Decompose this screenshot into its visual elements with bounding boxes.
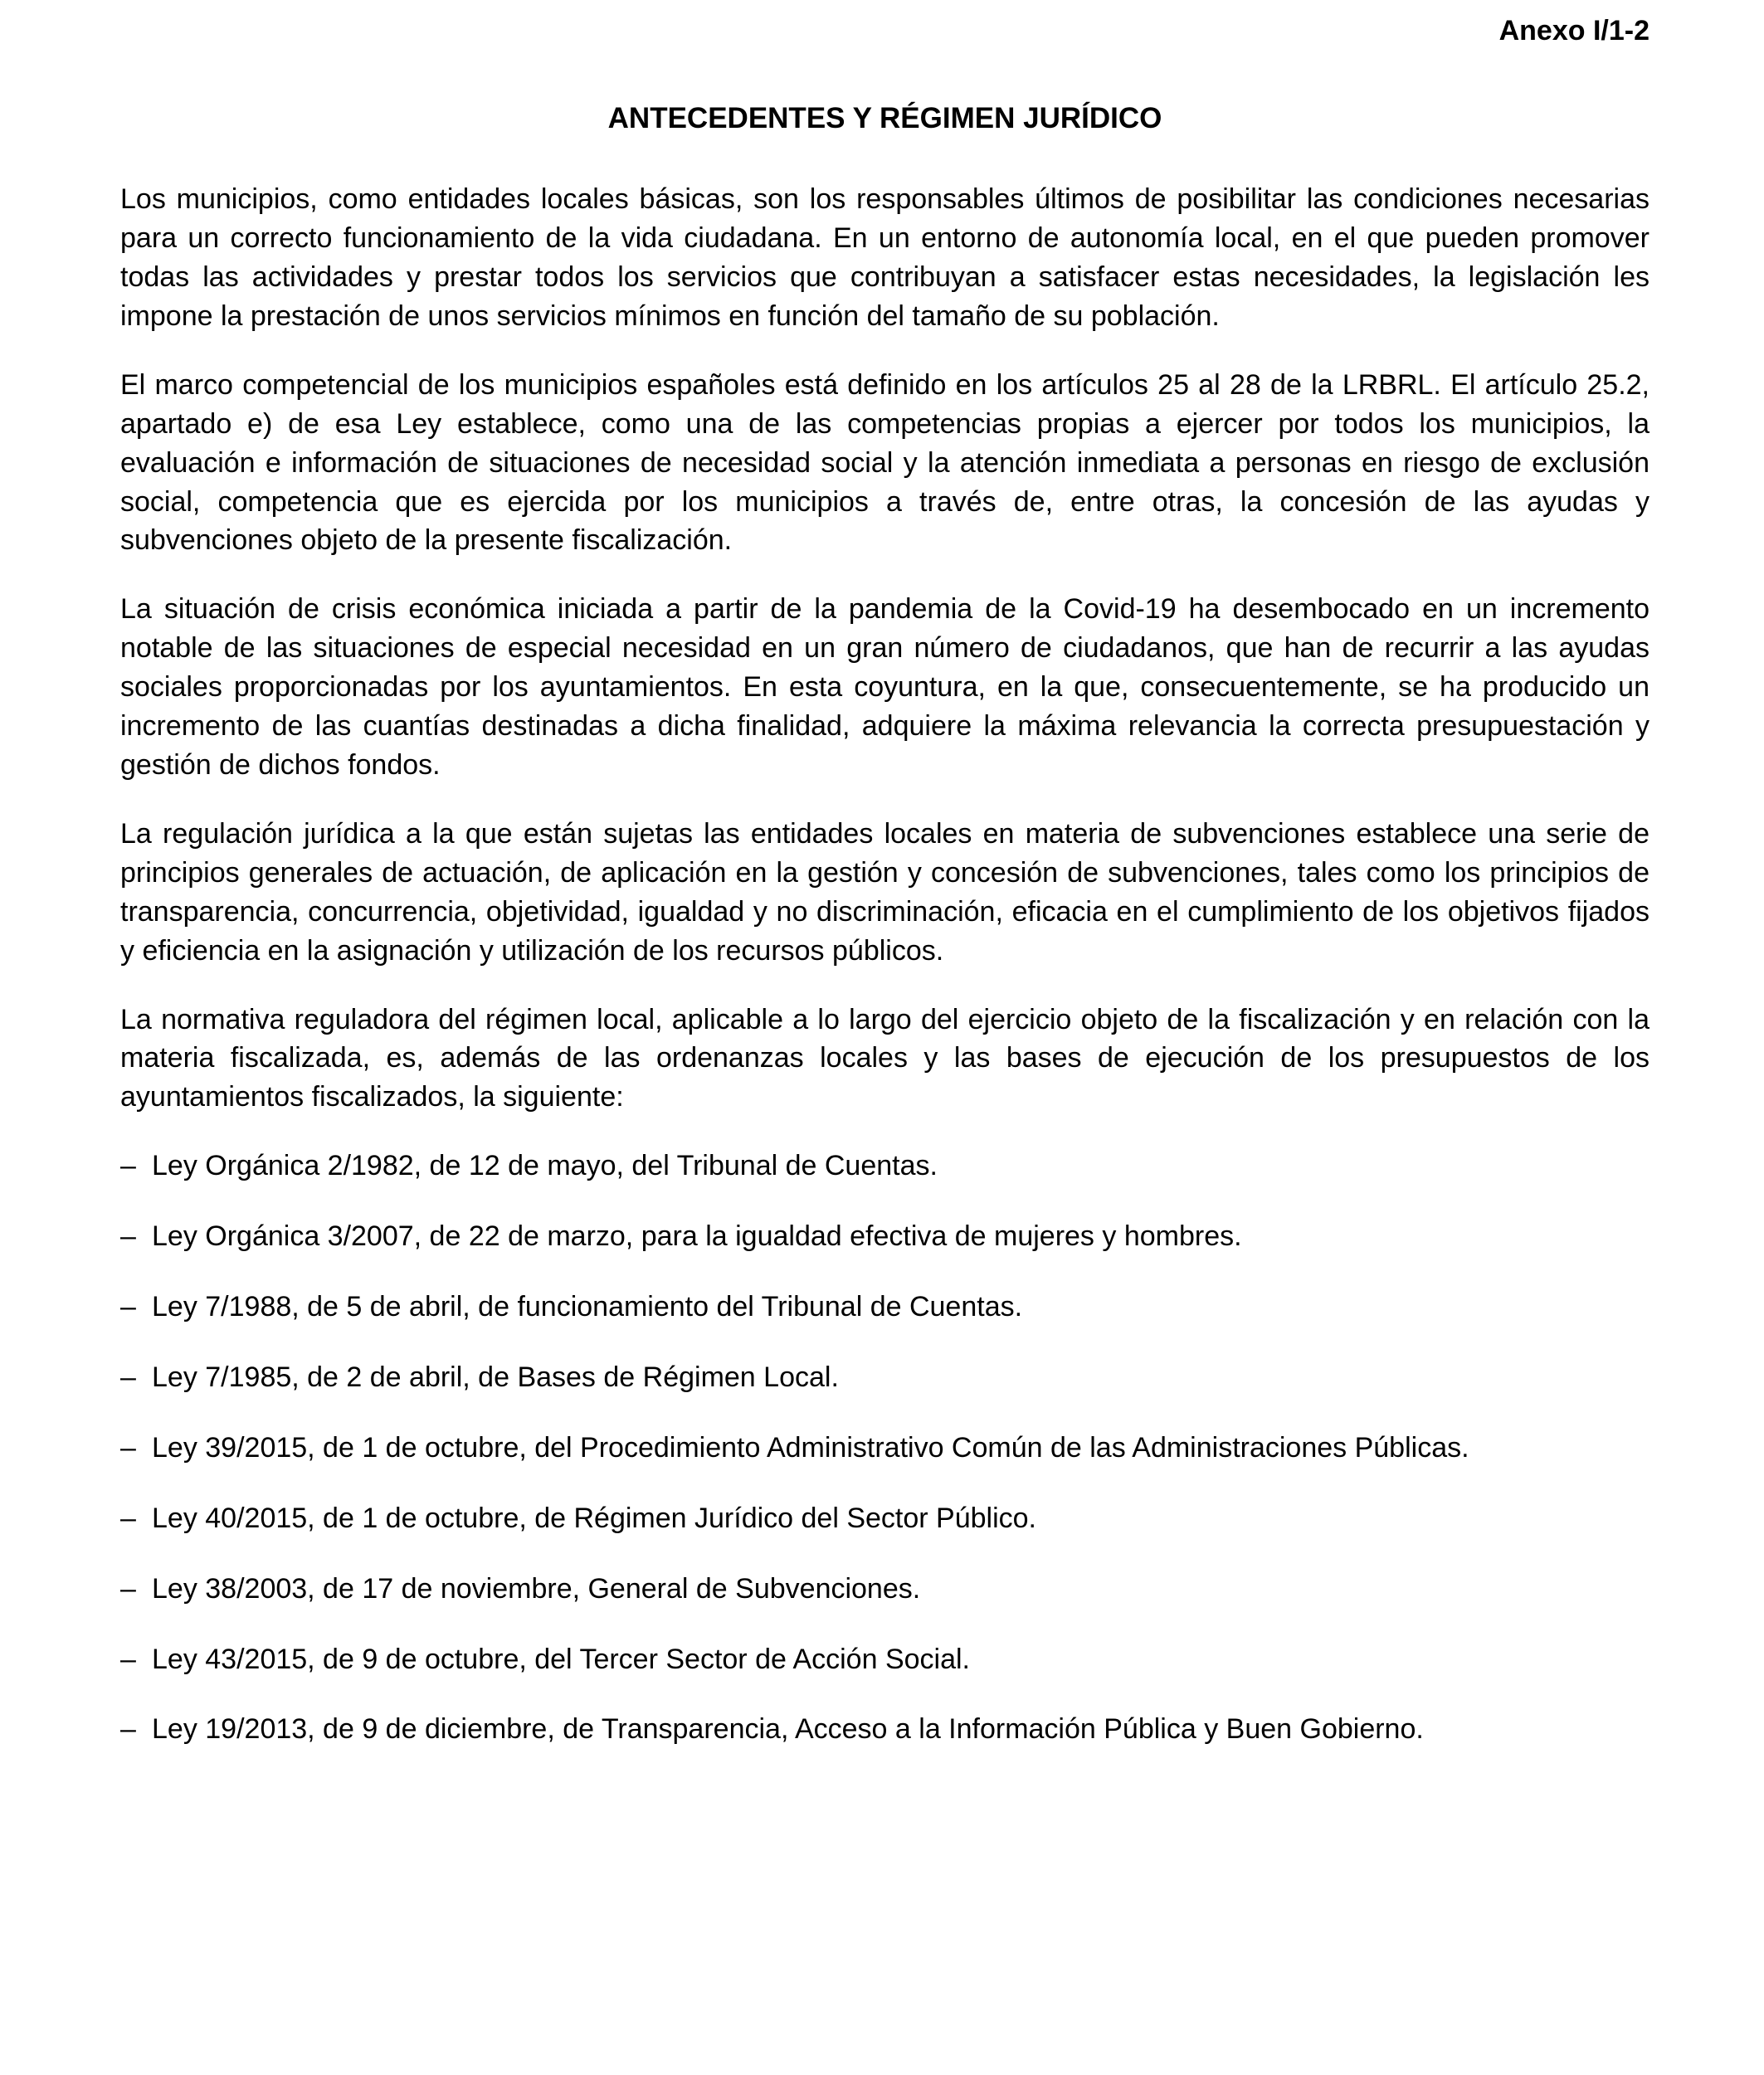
dash-bullet: – <box>120 1572 136 1605</box>
paragraph: La normativa reguladora del régimen local, aplicable a lo largo del ejercicio objeto de la fiscalización y en relación con la materia fiscalizada, es, además de las ordenanzas locales y las bases de ejecución de los presupuestos de los ayuntamientos fiscalizados, la siguiente: <box>120 1003 1649 1113</box>
list-item <box>120 1147 1649 1186</box>
dash-bullet: – <box>120 1502 136 1534</box>
paragraph: El marco competencial de los municipios españoles está definido en los artículos 25 al 28 de la LRBRL. El artículo 25.2, apartado e) de esa Ley establece, como una de las competencias propias a ejercer por todos los municipios, la evaluación e información de situaciones de necesidad social y la atención inmediata a personas en riesgo de exclusión social, competencia que es ejercida por los municipios a través de, entre otras, la concesión de las ayudas y subvenciones objeto de la presente fiscalización. <box>120 368 1649 557</box>
dash-bullet: – <box>120 1431 136 1464</box>
list-item <box>120 1570 1649 1609</box>
annex-header-label: Anexo I/1-2 <box>1498 15 1649 46</box>
list-item <box>120 1358 1649 1397</box>
list-item-text: Ley 19/2013, de 9 de diciembre, de Transparencia, Acceso a la Información Pública y Buen Gobierno. <box>152 1713 1424 1746</box>
list-item <box>120 1429 1649 1468</box>
list-item <box>120 1640 1649 1679</box>
list-item <box>120 1499 1649 1538</box>
list-item-text: Ley 7/1988, de 5 de abril, de funcionamiento del Tribunal de Cuentas. <box>152 1291 1023 1323</box>
page-title: ANTECEDENTES Y RÉGIMEN JURÍDICO <box>607 101 1162 134</box>
list-item <box>120 1217 1649 1256</box>
list-item-text: Ley 39/2015, de 1 de octubre, del Procedimiento Administrativo Común de las Administraciones Públicas. <box>152 1431 1469 1464</box>
list-item-text: Ley 40/2015, de 1 de octubre, de Régimen Jurídico del Sector Público. <box>152 1502 1037 1534</box>
paragraph: Los municipios, como entidades locales básicas, son los responsables últimos de posibilitar las condiciones necesarias para un correcto funcionamiento de la vida ciudadana. En un entorno de autonomía local, en el que pueden promover todas las actividades y prestar todos los servicios que contribuyan a satisfacer estas necesidades, la legislación les impone la prestación de unos servicios mínimos en función del tamaño de su población. <box>120 183 1649 332</box>
list-item <box>120 1288 1649 1327</box>
dash-bullet: – <box>120 1220 136 1253</box>
list-item-text: Ley 43/2015, de 9 de octubre, del Tercer Sector de Acción Social. <box>152 1643 970 1675</box>
dash-bullet: – <box>120 1150 136 1182</box>
list-item <box>120 1710 1649 1749</box>
list-item-text: Ley Orgánica 2/1982, de 12 de mayo, del Tribunal de Cuentas. <box>152 1150 938 1182</box>
dash-bullet: – <box>120 1713 136 1746</box>
paragraph: La regulación jurídica a la que están sujetas las entidades locales en materia de subvenciones establece una serie de principios generales de actuación, de aplicación en la gestión y concesión de subvenciones, tales como los principios de transparencia, concurrencia, objetividad, igualdad y no discriminación, eficacia en el cumplimiento de los objetivos fijados y eficiencia en la asignación y utilización de los recursos públicos. <box>120 817 1649 967</box>
list-item-text: Ley 7/1985, de 2 de abril, de Bases de Régimen Local. <box>152 1361 839 1393</box>
dash-bullet: – <box>120 1291 136 1323</box>
dash-bullet: – <box>120 1361 136 1393</box>
list-item-text: Ley Orgánica 3/2007, de 22 de marzo, para la igualdad efectiva de mujeres y hombres. <box>152 1220 1242 1253</box>
paragraph: La situación de crisis económica iniciada a partir de la pandemia de la Covid-19 ha desembocado en un incremento notable de las situaciones de especial necesidad en un gran número de ciudadanos, que han de recurrir a las ayudas sociales proporcionadas por los ayuntamientos. En esta coyuntura, en la que, consecuentemente, se ha producido un incremento de las cuantías destinadas a dicha finalidad, adquiere la máxima relevancia la correcta presupuestación y gestión de dichos fondos. <box>120 593 1649 781</box>
list-item-text: Ley 38/2003, de 17 de noviembre, General de Subvenciones. <box>152 1572 921 1605</box>
law-list <box>120 1147 1649 1749</box>
dash-bullet: – <box>120 1643 136 1675</box>
